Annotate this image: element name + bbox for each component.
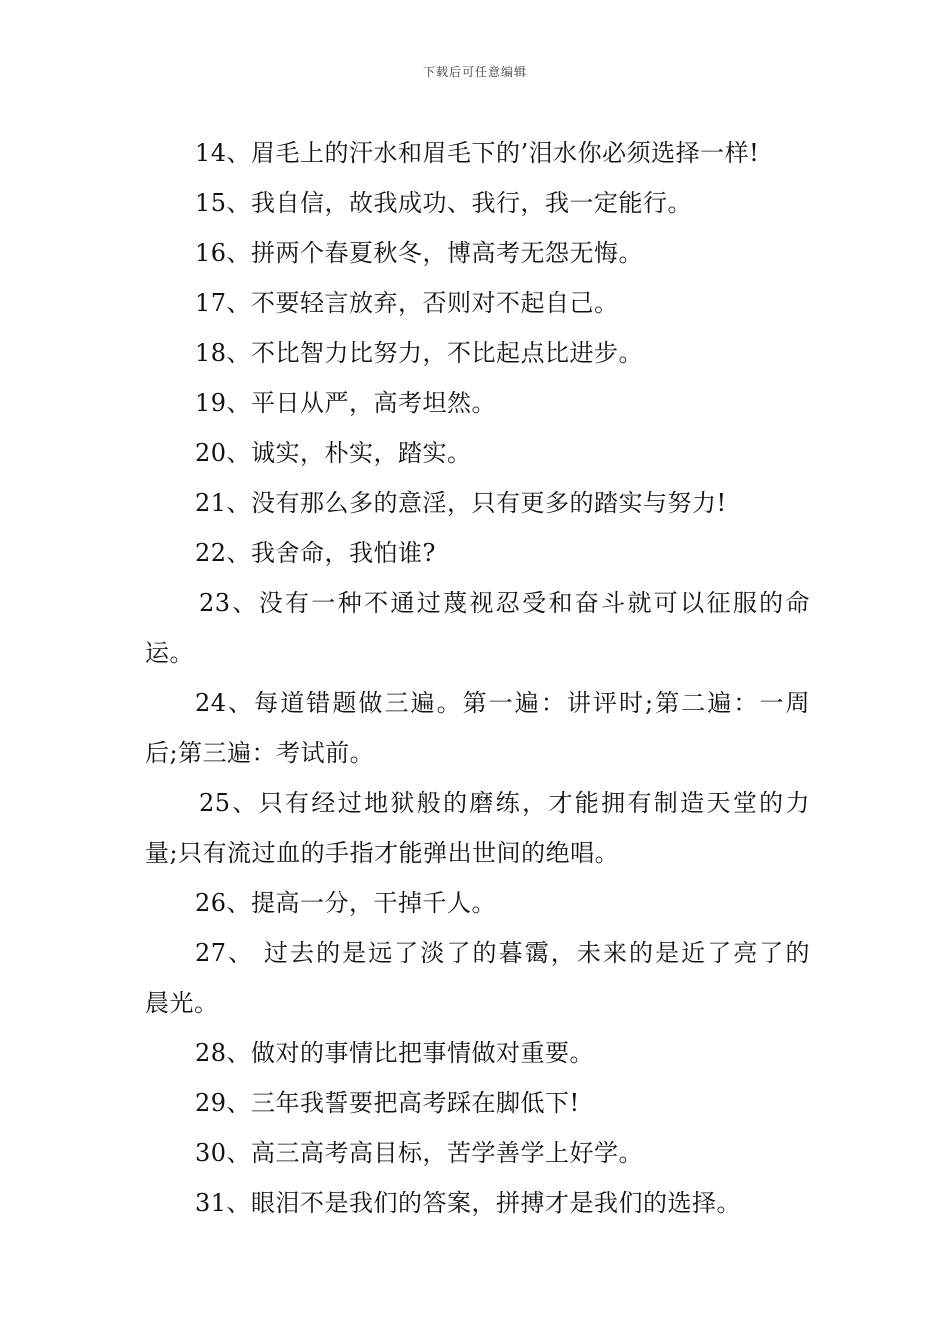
- list-item: 30、高三高考高目标，苦学善学上好学。: [195, 1139, 644, 1167]
- list-item: 28、做对的事情比把事情做对重要。: [195, 1039, 595, 1067]
- list-item: 16、拼两个春夏秋冬，博高考无怨无悔。: [195, 239, 644, 267]
- list-item: 17、不要轻言放弃，否则对不起自己。: [195, 289, 619, 317]
- list-item: 25、只有经过地狱般的磨练，才能拥有制造天堂的力: [199, 789, 810, 817]
- document-body: [145, 128, 810, 1228]
- list-item: 15、我自信，故我成功、我行，我一定能行。: [195, 189, 693, 217]
- list-item-continuation: 晨光。: [145, 989, 219, 1017]
- list-item: 31、眼泪不是我们的答案，拼搏才是我们的选择。: [195, 1189, 742, 1217]
- list-item-continuation: 后;第三遍：考试前。: [145, 739, 375, 767]
- list-item: 27、 过去的是远了淡了的暮霭，未来的是近了亮了的: [195, 939, 810, 967]
- list-item: 14、眉毛上的汗水和眉毛下的’泪水你必须选择一样!: [195, 139, 760, 167]
- list-item: 24、每道错题做三遍。第一遍：讲评时;第二遍：一周: [195, 689, 810, 717]
- page-header: 下载后可任意编辑: [422, 65, 527, 79]
- list-item-continuation: 运。: [145, 639, 194, 667]
- list-item: 23、没有一种不通过蔑视忍受和奋斗就可以征服的命: [199, 589, 810, 617]
- list-item: 19、平日从严，高考坦然。: [195, 389, 497, 417]
- list-item: 18、不比智力比努力，不比起点比进步。: [195, 339, 644, 367]
- list-item-continuation: 量;只有流过血的手指才能弹出世间的绝唱。: [145, 839, 620, 867]
- list-item: 29、三年我誓要把高考踩在脚低下!: [195, 1089, 580, 1117]
- list-item: 21、没有那么多的意淫，只有更多的踏实与努力!: [195, 489, 727, 517]
- list-item: 26、提高一分，干掉千人。: [195, 889, 497, 917]
- list-item: 20、诚实，朴实，踏实。: [195, 439, 472, 467]
- list-item: 22、我舍命，我怕谁?: [195, 539, 436, 567]
